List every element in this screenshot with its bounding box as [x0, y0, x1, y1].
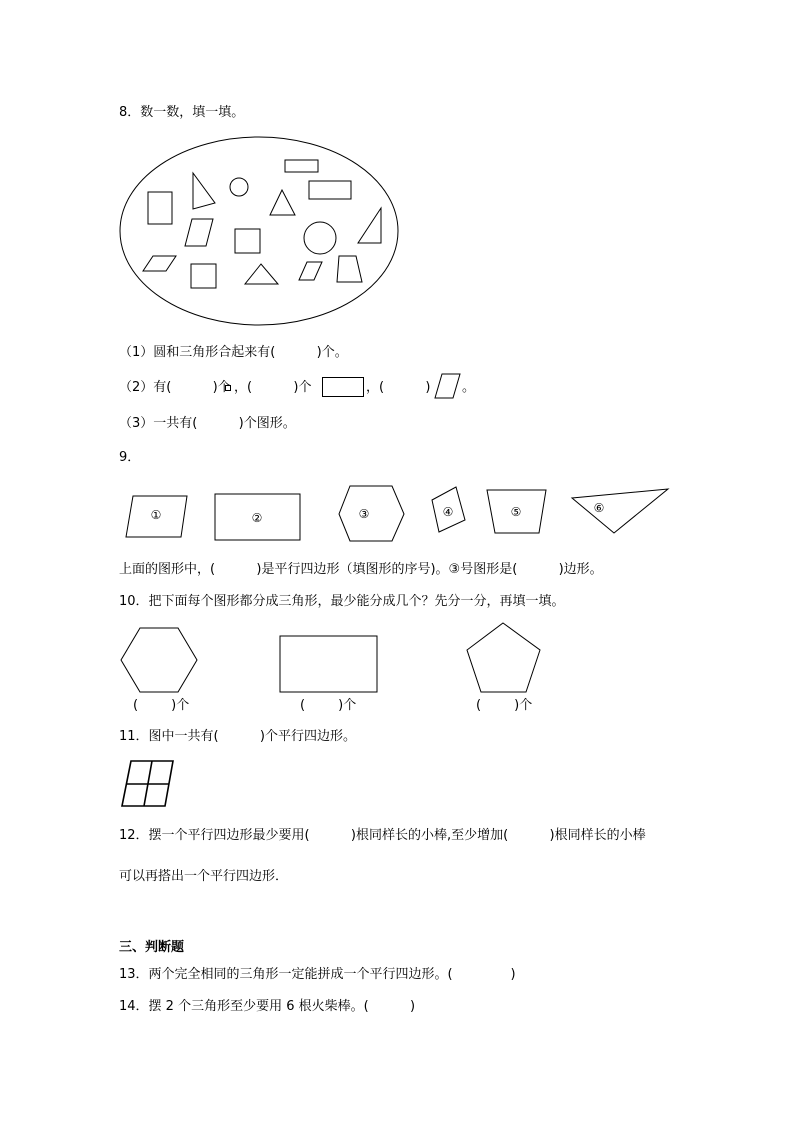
shape-6-label: ⑥ — [593, 501, 605, 515]
q10-title: 10．把下面每个图形都分成三角形，最少能分成几个？先分一分，再填一填。 — [119, 594, 565, 609]
q9-question-text: 上面的图形中，( )是平行四边形（填图形的序号)。③号图形是( )边形。 — [119, 562, 603, 577]
q8-sub2-a: （2）有( )个 — [119, 380, 231, 395]
shape-3-label: ③ — [358, 507, 370, 521]
shape-2-label: ② — [251, 511, 263, 525]
shape-1-label: ① — [150, 508, 162, 522]
q13-text: 13．两个完全相同的三角形一定能拼成一个平行四边形。( ) — [119, 967, 516, 982]
q8-sub3: （3）一共有( )个图形。 — [119, 416, 296, 431]
q9-number: 9． — [119, 450, 141, 465]
q12-line2: 可以再搭出一个平行四边形． — [119, 869, 289, 884]
q8-sub2-d: 。 — [462, 380, 476, 395]
q10-rectangle-blank: ( )个 — [300, 698, 357, 713]
shape-5-label: ⑤ — [510, 505, 522, 519]
q8-title: 8．数一数，填一填。 — [119, 105, 245, 120]
q8-sub2-c: ，( ) — [366, 380, 431, 395]
q12-line1: 12．摆一个平行四边形最少要用( )根同样长的小棒,至少增加( )根同样长的小棒 — [119, 828, 646, 843]
q8-sub1: （1）圆和三角形合起来有( )个。 — [119, 345, 348, 360]
section-3-heading: 三、判断题 — [119, 940, 185, 955]
q14-text: 14．摆 2 个三角形至少要用 6 根火柴棒。( ) — [119, 999, 416, 1014]
q11-title: 11．图中一共有( )个平行四边形。 — [119, 729, 357, 744]
shape-4-label: ④ — [442, 505, 454, 519]
q10-pentagon-blank: ( )个 — [476, 698, 533, 713]
q8-sub2-b: ，( )个 — [234, 380, 312, 395]
q10-hexagon-blank: ( )个 — [133, 698, 190, 713]
